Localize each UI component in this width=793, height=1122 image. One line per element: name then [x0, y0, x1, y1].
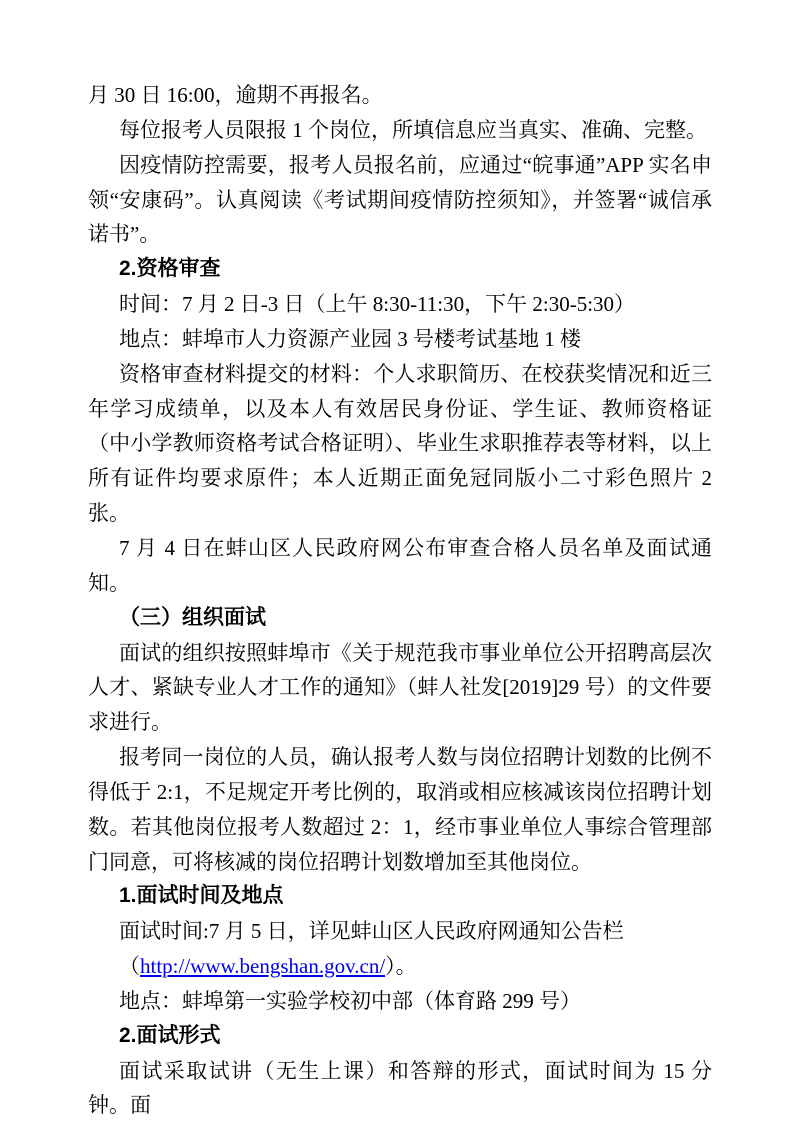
section-heading: （三）组织面试: [119, 605, 266, 629]
paragraph: 地点：蚌埠市人力资源产业园 3 号楼考试基地 1 楼: [119, 326, 581, 351]
section-heading: 1.面试时间及地点: [119, 884, 284, 908]
paragraph: 7 月 4 日在蚌山区人民政府网公布审查合格人员名单及面试通知。: [88, 535, 712, 595]
section-heading: 2.面试形式: [119, 1023, 221, 1047]
paragraph: 面试的组织按照蚌埠市《关于规范我市事业单位公开招聘高层次人才、紧缺专业人才工作的通知》（蚌人社发[2019]29 号）的文件要求进行。: [88, 640, 712, 735]
bengshan-gov-link[interactable]: http://www.bengshan.gov.cn/: [140, 954, 386, 979]
paragraph: 每位报考人员限报 1 个岗位，所填信息应当真实、准确、完整。: [119, 117, 707, 142]
paragraph: 面试时间:7 月 5 日，详见蚌山区人民政府网通知公告栏: [119, 919, 624, 944]
paragraph: [88, 949, 712, 984]
paragraph: 面试采取试讲（无生上课）和答辩的形式，面试时间为 15 分钟。面: [88, 1058, 712, 1118]
paragraph: 月 30 日 16:00，逾期不再报名。: [88, 83, 383, 107]
section-heading: 2.资格审查: [119, 257, 221, 281]
paragraph: 报考同一岗位的人员，确认报考人数与岗位招聘计划数的比例不得低于 2:1，不足规定开考比例的，取消或相应核减该岗位招聘计划数。若其他岗位报考人数超过 2：1，经市事业单位人事综合管理部门同意，可将核减的岗位招聘计划数增加至其他岗位。: [88, 745, 712, 874]
link-prefix-paren: （: [119, 954, 140, 979]
paragraph: 时间：7 月 2 日-3 日（上午 8:30-11:30，下午 2:30-5:30）: [119, 292, 636, 317]
document-body: [88, 78, 712, 1122]
paragraph: 因疫情防控需要，报考人员报名前，应通过“皖事通”APP 实名申领“安康码”。认真阅读《考试期间疫情防控须知》，并签署“诚信承诺书”。: [88, 152, 712, 247]
paragraph: 地点：蚌埠第一实验学校初中部（体育路 299 号）: [119, 988, 581, 1013]
paragraph: 资格审查材料提交的材料：个人求职简历、在校获奖情况和近三年学习成绩单，以及本人有效居民身份证、学生证、教师资格证（中小学教师资格考试合格证明）、毕业生求职推荐表等材料，以上所有证件均要求原件；本人近期正面免冠同版小二寸彩色照片 2 张。: [88, 361, 712, 526]
link-suffix-paren: ）。: [385, 954, 417, 979]
